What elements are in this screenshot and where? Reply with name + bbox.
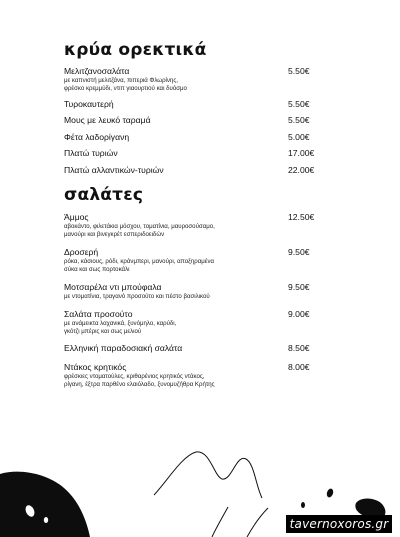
menu-item	[64, 165, 324, 176]
menu-item	[64, 132, 324, 143]
menu-item-description: ρόκα, κάσιους, ρόδι, κράνμπερι, μανούρι, αποξηραμένα	[64, 257, 215, 265]
menu-item-name: Μελιτζανοσαλάτα	[64, 66, 130, 76]
menu-item-name: Πλατώ τυριών	[64, 148, 118, 159]
menu-item-price: 12.50€	[288, 212, 315, 222]
menu-item-name: Τυροκαυτερή	[64, 98, 114, 109]
menu-item-name: Μοτσαρέλα ντι μπούφαλα	[64, 281, 162, 292]
menu-list-cold-appetizers	[64, 66, 324, 176]
menu-item-name: Δροσερή	[64, 246, 99, 257]
menu-item-price: 5.50€	[288, 66, 310, 76]
menu-item-description: με ντοματίνια, τραγανό προσούτο και πέστο βασιλικού	[64, 292, 210, 300]
menu-item-name: Πλατώ αλλαντικών-τυριών	[64, 164, 164, 175]
watermark: tavernoxoros.gr	[286, 515, 392, 533]
menu-item-description: φρέσκιες ντοματούλες, κριθαρένιος κρητικός ντάκος,	[64, 372, 205, 380]
decorative-dot	[326, 488, 335, 499]
menu-list-salads	[64, 212, 324, 389]
menu-item	[64, 282, 324, 301]
decorative-line	[247, 508, 268, 537]
decorative-dot	[44, 517, 48, 523]
menu-item-price: 8.00€	[288, 361, 310, 372]
menu-item-description: φρέσκο κρεμμύδι, ντιπ γιαουρτιού και δυόσμο	[64, 85, 187, 93]
menu-item	[64, 115, 324, 126]
section-title-cold-appetizers: κρύα ορεκτικά	[64, 40, 207, 60]
menu-item-price: 5.50€	[288, 115, 310, 126]
menu-item	[64, 148, 324, 159]
menu-item-description: με ανάμεικτα λαχανικά, ξυνόμηλο, καρύδι,	[64, 319, 177, 327]
menu-item	[64, 212, 324, 239]
menu-item-name: Άμμος	[64, 212, 89, 222]
section-title-salads: σαλάτες	[64, 185, 144, 205]
menu-item	[64, 99, 324, 110]
decorative-dot	[301, 502, 305, 508]
decorative-line	[212, 507, 228, 537]
menu-item-name: Σαλάτα προσούτο	[64, 308, 133, 319]
menu-item-description: με καπνιστή μελιτζάνα, πιπεριά Φλωρίνης,	[64, 77, 178, 84]
menu-item-price: 9.50€	[288, 281, 310, 292]
menu-item-description: μανούρι και βινεγκρέτ εσπεριδοειδών	[64, 231, 165, 239]
menu-item-name: Μους με λευκό ταραμά	[64, 115, 151, 126]
menu-item-name: Ντάκος κρητικός	[64, 361, 127, 372]
menu-item-name: Ελληνική παραδοσιακή σαλάτα	[64, 343, 183, 354]
menu-item-description: ρίγανη, έξτρα παρθένο ελαιόλαδο, ξυνομυζήθρα Κρήτης	[64, 381, 215, 389]
menu-item-description: αβοκάντο, φιλετάκια μόσχου, τοματίνια, μαυροσούσαμο,	[64, 223, 215, 230]
menu-item-description: σύκα και σως πορτοκάλι	[64, 266, 130, 274]
menu-item-description: γκότζι μπέρις και σως μελιού	[64, 327, 142, 335]
menu-item	[64, 247, 324, 274]
menu-item	[64, 362, 324, 389]
decorative-line	[154, 452, 262, 498]
menu-item-price: 5.50€	[288, 98, 310, 109]
menu-item-price: 5.00€	[288, 131, 310, 142]
menu-item-price: 9.50€	[288, 246, 310, 257]
menu-item-price: 22.00€	[288, 164, 315, 175]
menu-item-price: 8.50€	[288, 343, 310, 354]
menu-item-price: 17.00€	[288, 148, 315, 159]
menu-item	[64, 343, 324, 354]
menu-item-name: Φέτα λαδορίγανη	[64, 131, 130, 142]
decorative-blob	[0, 472, 90, 537]
menu-item	[64, 309, 324, 336]
menu-item-price: 9.00€	[288, 308, 310, 319]
menu-item	[64, 66, 324, 93]
